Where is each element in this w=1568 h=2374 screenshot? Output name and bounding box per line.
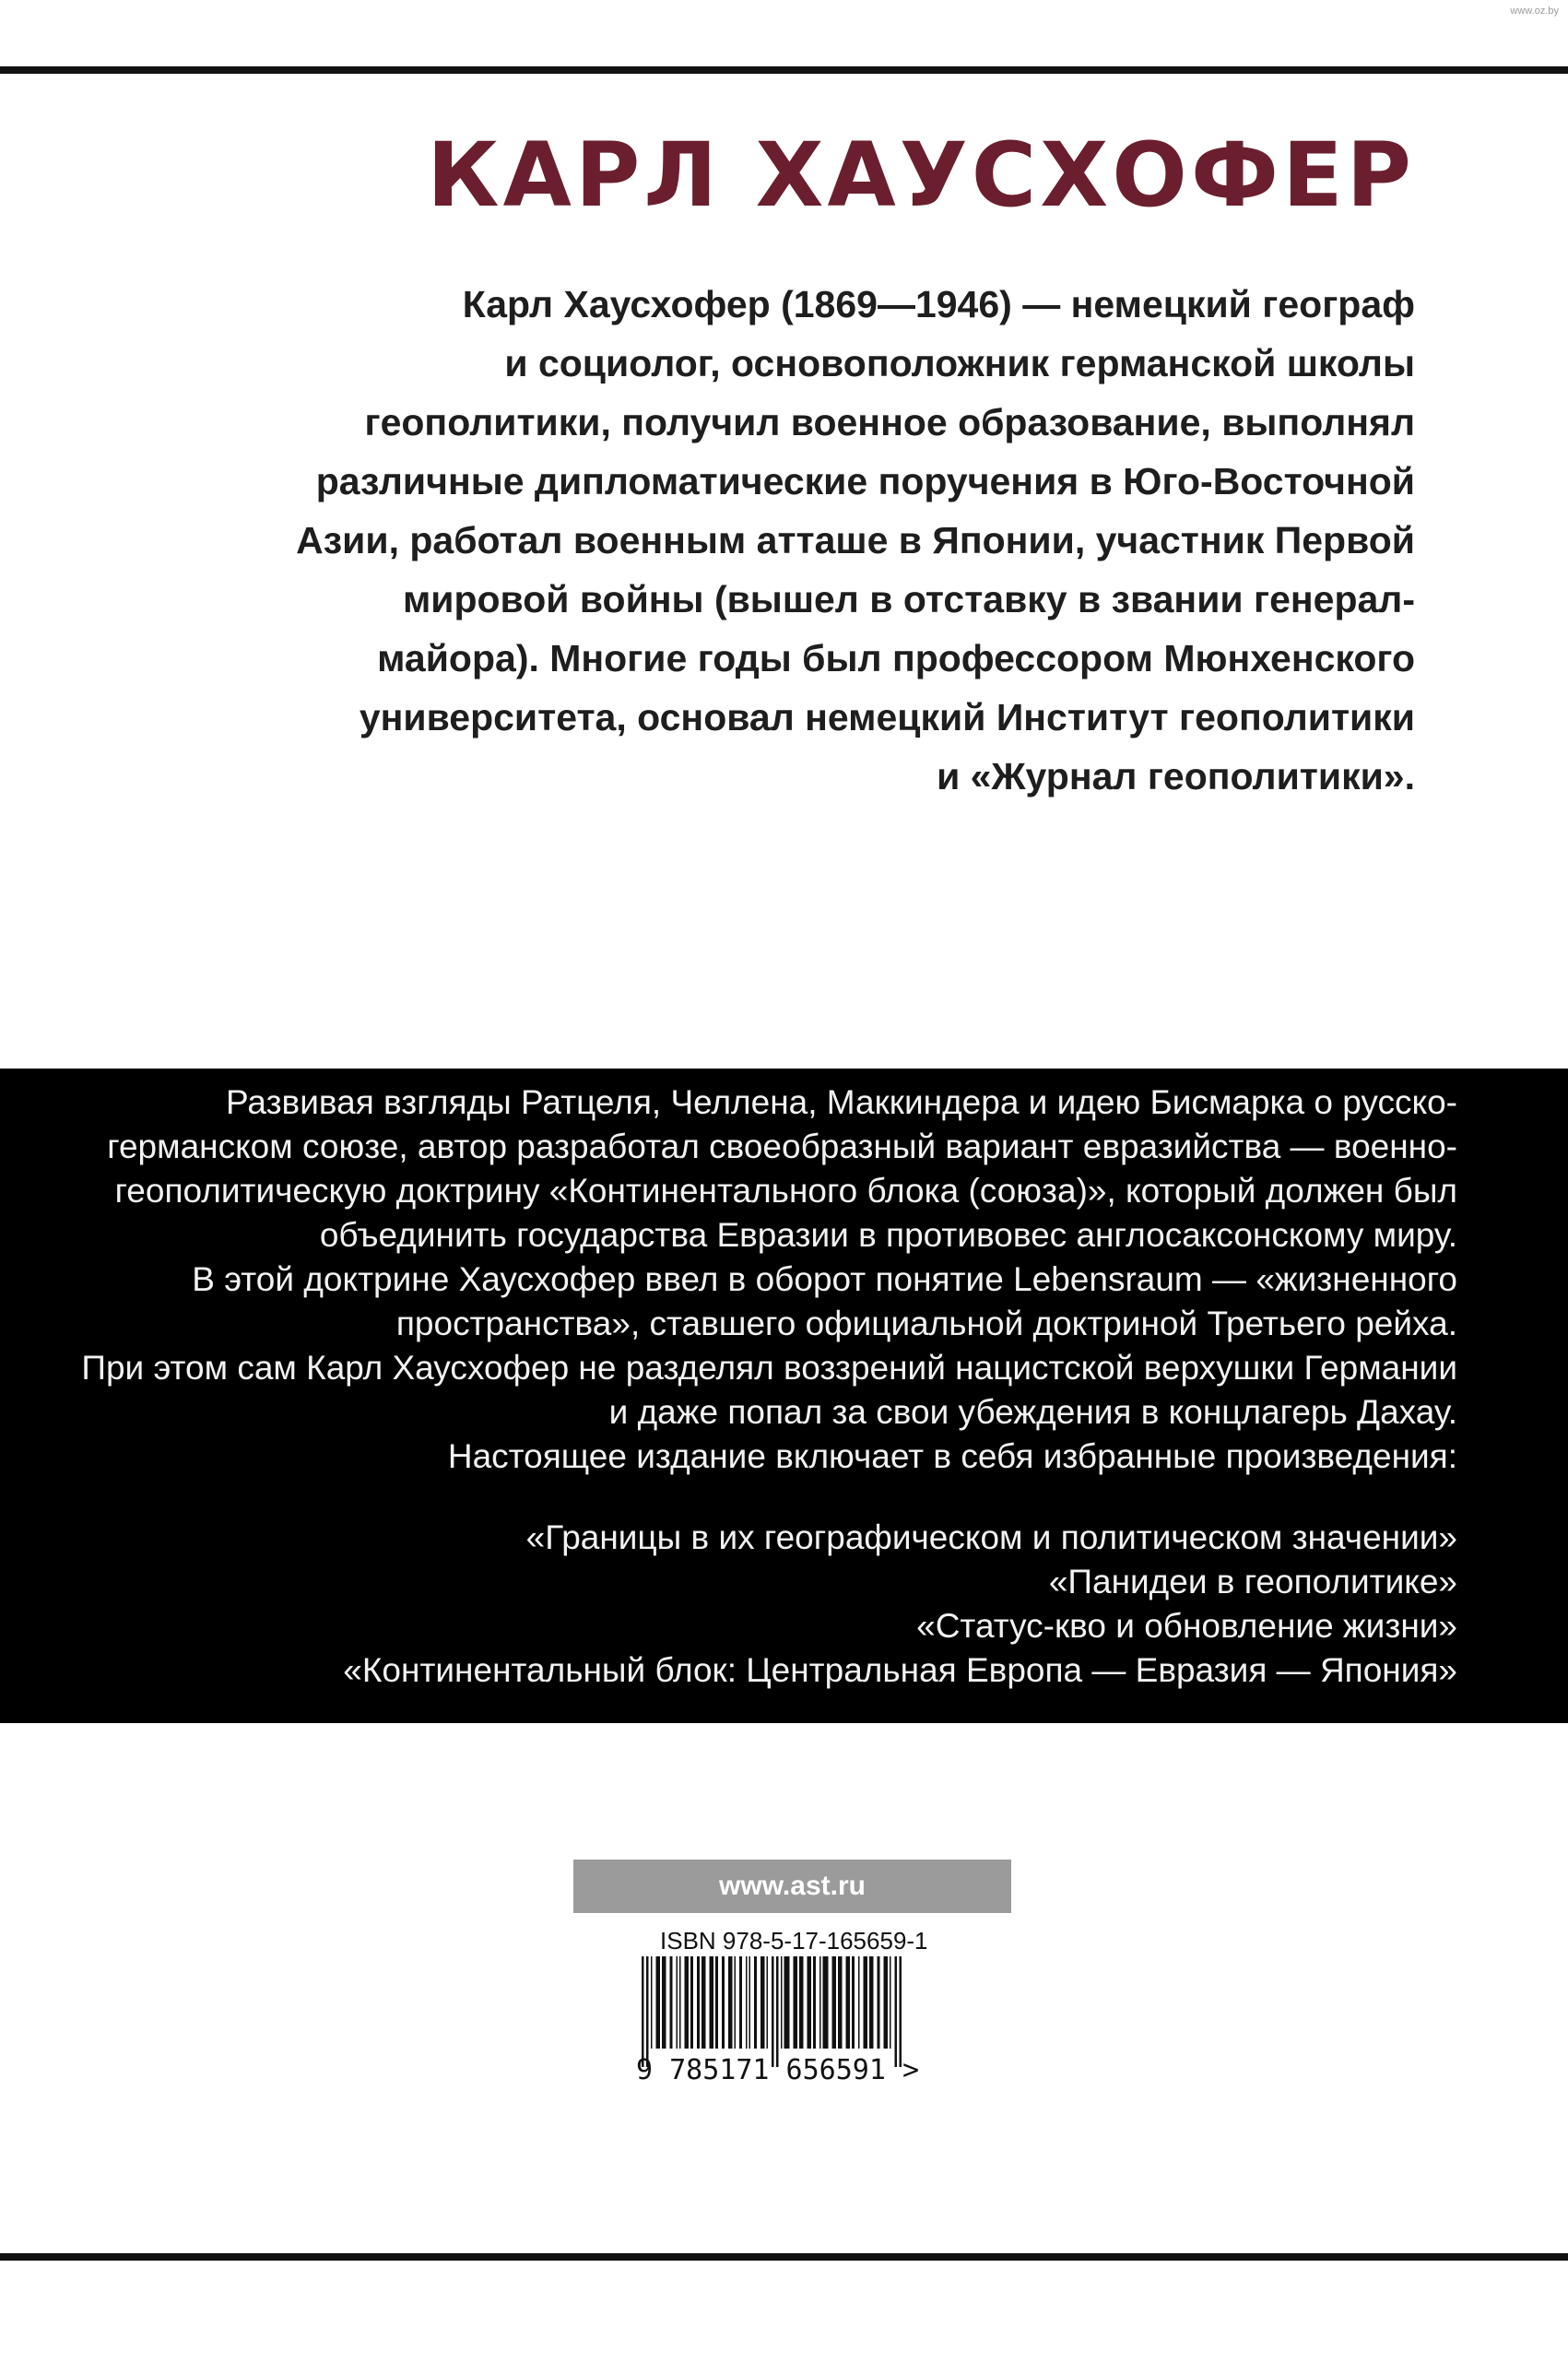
top-rule bbox=[0, 66, 1568, 74]
barcode-bar bbox=[662, 1956, 666, 2049]
barcode-bar bbox=[808, 1956, 812, 2049]
barcode-bar bbox=[823, 1956, 829, 2049]
work-title: «Границы в их географическом и политическом значении» bbox=[525, 1518, 1457, 1556]
work-title: «Панидеи в геополитике» bbox=[1048, 1563, 1457, 1600]
barcode-bar bbox=[739, 1956, 742, 2049]
barcode-bar bbox=[656, 1956, 661, 2049]
watermark: www.oz.by bbox=[1510, 6, 1559, 17]
barcode-bar bbox=[697, 1956, 700, 2049]
barcode-bar bbox=[690, 1956, 693, 2049]
barcode-bar bbox=[819, 1956, 821, 2049]
barcode-bar bbox=[864, 1956, 868, 2049]
description-line: германском союзе, автор разработал своеобразный вариант евразийства — военно- bbox=[107, 1128, 1457, 1165]
barcode-bar bbox=[701, 1956, 706, 2049]
barcode-bar bbox=[767, 1956, 769, 2049]
barcode-bar bbox=[852, 1956, 855, 2049]
barcode-bar bbox=[728, 1956, 733, 2049]
description-line: пространства», ставшего официальной доктриной Третьего рейха. bbox=[395, 1305, 1457, 1342]
barcode-bar bbox=[715, 1956, 718, 2049]
work-title: «Континентальный блок: Центральная Европа — Евразия — Япония» bbox=[343, 1651, 1457, 1689]
barcode-bar bbox=[710, 1956, 714, 2049]
barcode-digits: 9 785171 656591 > bbox=[636, 2054, 920, 2086]
description-line: Развивая взгляды Ратцеля, Челлена, Маккиндера и идею Бисмарка о русско- bbox=[225, 1083, 1457, 1121]
description-line: При этом сам Карл Хаусхофер не разделял воззрений нацистской верхушки Германии bbox=[81, 1349, 1457, 1387]
barcode-bar bbox=[838, 1956, 843, 2049]
publisher-website[interactable]: www.ast.ru bbox=[573, 1860, 1011, 1913]
barcode-bar bbox=[784, 1956, 790, 2049]
barcode-bar bbox=[900, 1956, 902, 2067]
barcode-bar bbox=[794, 1956, 798, 2049]
barcode-bar bbox=[890, 1956, 891, 2049]
description-line: геополитическую доктрину «Континентального блока (союза)», который должен был bbox=[114, 1172, 1457, 1210]
barcode-bar bbox=[776, 1956, 779, 2067]
isbn-label: ISBN 978-5-17-165659-1 bbox=[660, 1927, 928, 1955]
bio-line: различные дипломатические поручения в Юго-Восточной bbox=[315, 460, 1415, 502]
bottom-rule bbox=[0, 2253, 1568, 2261]
bio-line: Карл Хаусхофер (1869—1946) — немецкий географ bbox=[462, 283, 1415, 325]
author-bio bbox=[217, 275, 1415, 806]
barcode-bar bbox=[746, 1956, 748, 2049]
barcode-bar bbox=[754, 1956, 757, 2049]
description-line: В этой доктрине Хаусхофер ввел в оборот понятие Lebensraum — «жизненного bbox=[192, 1260, 1457, 1298]
barcode-bar bbox=[679, 1956, 681, 2049]
description-line: Настоящее издание включает в себя избранные произведения: bbox=[447, 1437, 1457, 1475]
barcode-bar bbox=[895, 1956, 898, 2067]
work-title: «Статус-кво и обновление жизни» bbox=[916, 1607, 1457, 1645]
barcode-bar bbox=[670, 1956, 673, 2049]
barcode-bar bbox=[799, 1956, 804, 2049]
barcode-bar bbox=[677, 1956, 678, 2049]
barcode-bar bbox=[685, 1956, 690, 2049]
barcode-bar bbox=[781, 1956, 783, 2049]
barcode-bar bbox=[772, 1956, 774, 2067]
bio-line: геополитики, получил военное образование, выполнял bbox=[364, 401, 1415, 443]
barcode-bar bbox=[846, 1956, 851, 2049]
barcode-bar bbox=[869, 1956, 874, 2049]
bio-line: и социолог, основоположник германской школы bbox=[504, 342, 1415, 384]
barcode-bar bbox=[642, 1956, 644, 2067]
barcode bbox=[636, 1956, 940, 2067]
barcode-bar bbox=[884, 1956, 889, 2049]
barcode-bar bbox=[735, 1956, 737, 2049]
barcode-bar bbox=[858, 1956, 860, 2049]
barcode-bar bbox=[722, 1956, 725, 2049]
book-description bbox=[75, 1081, 1457, 1479]
barcode-bar bbox=[651, 1956, 653, 2049]
bio-line: мировой войны (вышел в отставку в звании генерал- bbox=[402, 578, 1415, 620]
barcode-bar bbox=[878, 1956, 880, 2049]
description-line: и даже попал за свои убеждения в концлагерь Дахау. bbox=[608, 1393, 1457, 1431]
bio-line: университета, основал немецкий Институт геополитики bbox=[359, 696, 1415, 738]
bio-line: и «Журнал геополитики». bbox=[937, 755, 1415, 797]
barcode-bar bbox=[646, 1956, 649, 2067]
author-title: КАРЛ ХАУСХОФЕР bbox=[427, 124, 1415, 227]
bio-line: майора). Многие годы был профессором Мюнхенского bbox=[377, 637, 1415, 679]
description-line: объединить государства Евразии в противовес англосаксонскому миру. bbox=[319, 1216, 1457, 1254]
bio-line: Азии, работал военным атташе в Японии, участник Первой bbox=[296, 519, 1415, 561]
barcode-bar bbox=[813, 1956, 816, 2049]
barcode-bar bbox=[749, 1956, 751, 2049]
barcode-bar bbox=[760, 1956, 765, 2049]
works-list bbox=[75, 1516, 1457, 1693]
barcode-bar bbox=[832, 1956, 837, 2049]
